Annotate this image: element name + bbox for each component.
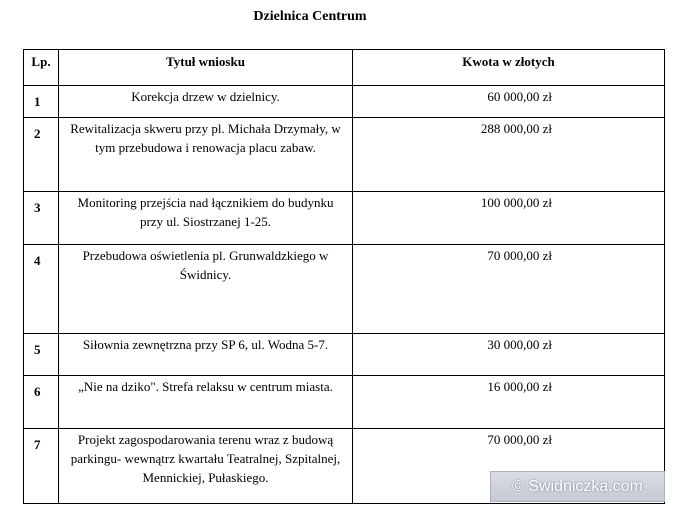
table-row xyxy=(24,245,665,334)
row-number: 3 xyxy=(24,192,59,245)
table-row xyxy=(24,86,665,118)
row-amount: 16 000,00 zł xyxy=(487,379,552,394)
row-amount-cell xyxy=(353,376,665,429)
row-title: „Nie na dziko". Strefa relaksu w centrum miasta. xyxy=(59,376,353,429)
row-amount: 288 000,00 zł xyxy=(480,121,552,136)
row-amount: 70 000,00 zł xyxy=(487,248,552,263)
table-row xyxy=(24,192,665,245)
header-lp: Lp. xyxy=(24,50,59,86)
row-amount: 30 000,00 zł xyxy=(487,337,552,352)
table-row xyxy=(24,376,665,429)
row-title: Projekt zagospodarowania terenu wraz z budową parkingu- wewnątrz kwartału Teatralnej, Szpitalnej, Mennickiej, Pułaskiego. xyxy=(59,429,353,504)
row-title: Rewitalizacja skweru przy pl. Michała Drzymały, w tym przebudowa i renowacja placu zabaw. xyxy=(59,118,353,192)
table-header-row xyxy=(24,50,665,86)
header-amount: Kwota w złotych xyxy=(353,50,665,86)
row-amount: 60 000,00 zł xyxy=(487,89,552,104)
row-amount: 70 000,00 zł xyxy=(487,432,552,447)
projects-table xyxy=(23,49,665,504)
row-title: Przebudowa oświetlenia pl. Grunwaldzkiego w Świdnicy. xyxy=(59,245,353,334)
row-amount-cell xyxy=(353,118,665,192)
row-amount-cell xyxy=(353,192,665,245)
row-title: Siłownia zewnętrzna przy SP 6, ul. Wodna 5-7. xyxy=(59,334,353,376)
page-title: Dzielnica Centrum xyxy=(253,9,367,24)
row-number: 2 xyxy=(24,118,59,192)
row-amount: 100 000,00 zł xyxy=(480,195,552,210)
row-number: 1 xyxy=(24,86,59,118)
row-number: 6 xyxy=(24,376,59,429)
row-amount-cell xyxy=(353,86,665,118)
row-number: 4 xyxy=(24,245,59,334)
row-title: Korekcja drzew w dzielnicy. xyxy=(59,86,353,118)
row-amount-cell xyxy=(353,334,665,376)
row-number: 7 xyxy=(24,429,59,504)
watermark: © Swidniczka.com xyxy=(490,471,665,502)
header-title: Tytuł wniosku xyxy=(59,50,353,86)
table-row xyxy=(24,118,665,192)
row-number: 5 xyxy=(24,334,59,376)
row-title: Monitoring przejścia nad łącznikiem do budynku przy ul. Siostrzanej 1-25. xyxy=(59,192,353,245)
table-row xyxy=(24,334,665,376)
row-amount-cell xyxy=(353,245,665,334)
